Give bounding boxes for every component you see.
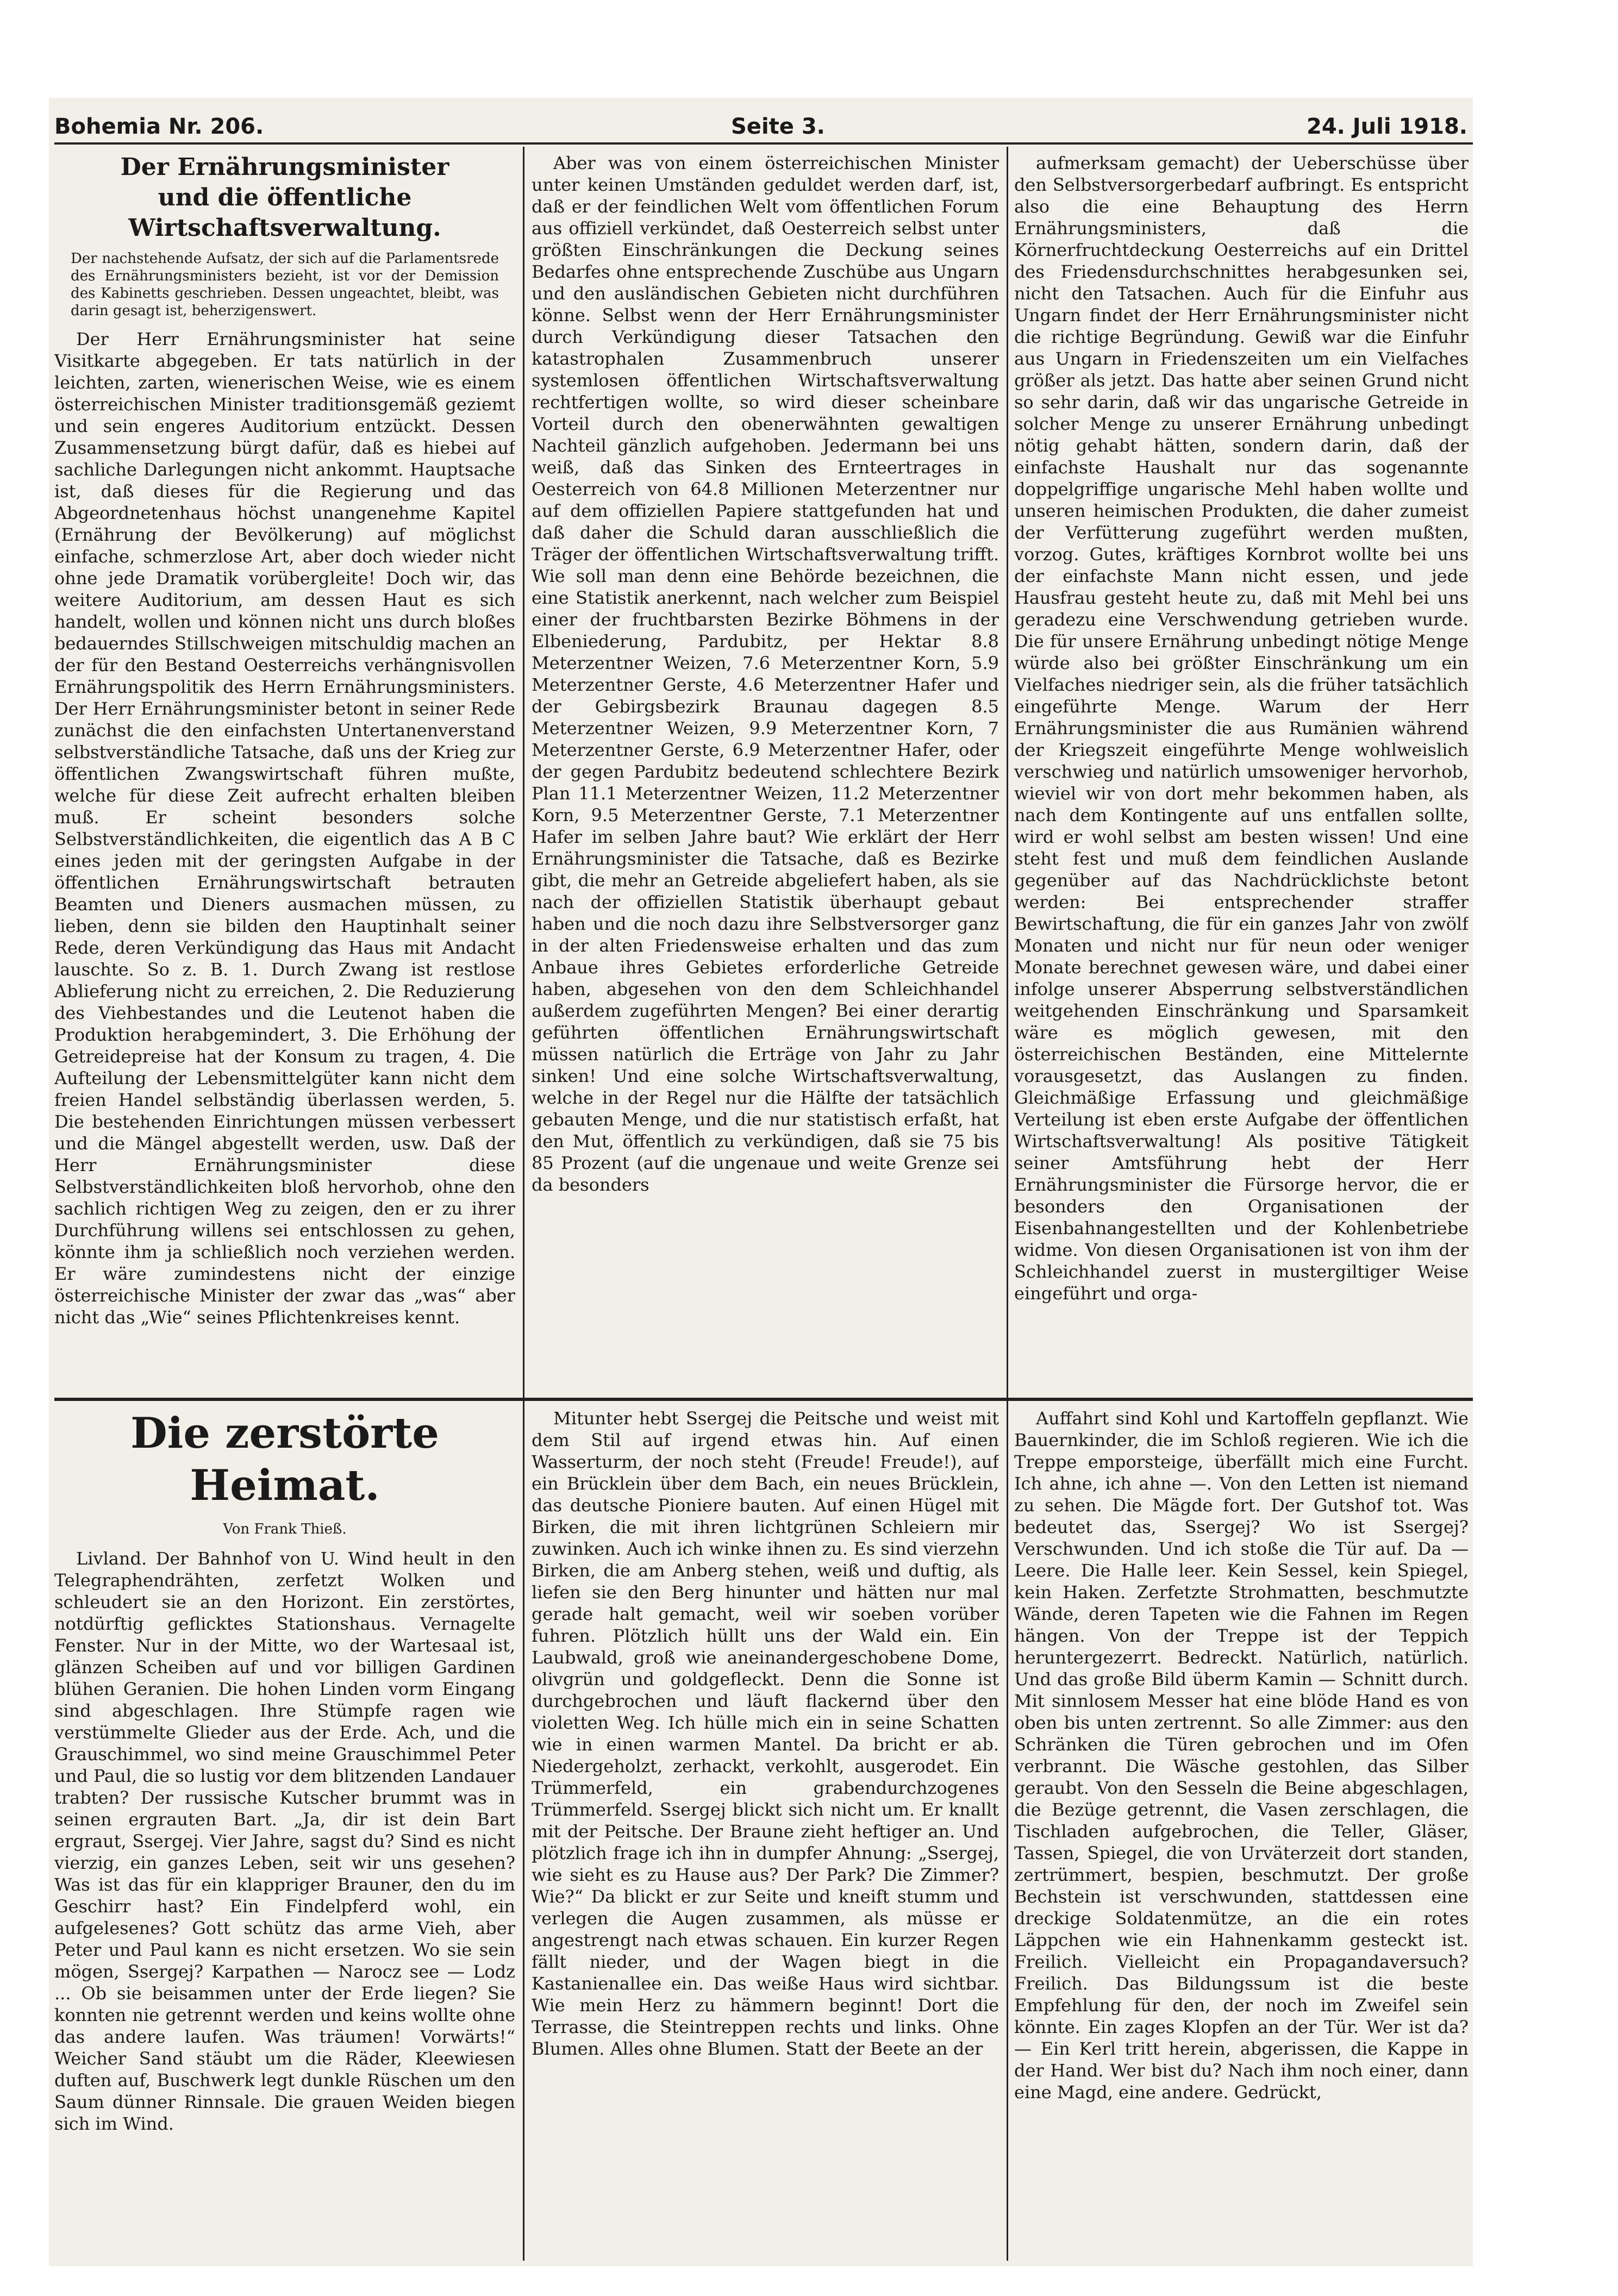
article1-title-line2: und die öffentliche Wirtschaftsverwaltung. — [128, 184, 441, 242]
article2-title: Die zerstörte Heimat. — [130, 1409, 439, 1510]
article1-column-3 — [1014, 152, 1469, 1391]
article1-text-col2: Aber was von einem österreichischen Minister unter keinen Umständen geduldet werden darf, ist, daß er der feindlichen Welt vom öffentlichen Forum aus offiziell verkündet, daß Oesterreich selbst unter größten Einschränkungen die Deckung seines Bedarfes ohne entsprechende Zuschübe aus Ungarn und den ausländischen Gebieten nicht durchführen könne. Selbst wenn der Herr Ernährungsminister durch Verkündigung dieser Tatsachen den katastrophalen Zusammenbruch unserer systemlosen öffentlichen Wirtschaftsverwaltung rechtfertigen wollte, so wird dieser scheinbare Vorteil durch den obenerwähnten gewaltigen Nachteil gänzlich aufgehoben. Jedermann bei uns weiß, daß das Sinken des Ernteertrages in Oesterreich von 64.8 Millionen Meterzentner nur auf dem offiziellen Papiere stattgefunden hat und daß daher die Schuld daran ausschließlich die Träger der öffentlichen Wirtschaftsverwaltung trifft. Wie soll man denn eine Behörde bezeichnen, die eine Statistik anerkennt, nach welcher zum Beispiel einer der fruchtbarsten Bezirke Böhmens in der Elbeniederung, Pardubitz, per Hektar 8.8 Meterzentner Weizen, 7.6 Meterzentner Korn, 5.9 Meterzentner Gerste, 4.6 Meterzentner Hafer und der Gebirgsbezirk Braunau dagegen 8.5 Meterzentner Weizen, 9.9 Meterzentner Korn, 7 Meterzentner Gerste, 6.9 Meterzentner Hafer, oder der gegen Pardubitz bedeutend schlechtere Bezirk Plan 11.1 Meterzentner Weizen, 11.2 Meterzentner Korn, 9.5 Meterzentner Gerste, 7.1 Meterzentner Hafer im selben Jahre baut? Wie erklärt der Herr Ernährungsminister die Tatsache, daß es Bezirke gibt, die mehr an Getreide abgeliefert haben, als sie nach der offiziellen Statistik überhaupt gebaut haben und die noch dazu ihre Selbstversorger ganz in der alten Friedensweise erhalten und das zum Anbaue ihres Gebietes erforderliche Getreide haben, abgesehen von den dem Schleichhandel außerdem zugeführten Mengen? Bei einer derartig geführten öffentlichen Ernährungswirtschaft müssen natürlich die Erträge von Jahr zu Jahr sinken! Und eine solche Wirtschaftsverwaltung, welche in der Regel nur die Hälfte der tatsächlich gebauten Menge, und die nur statistisch erfaßt, hat den Mut, öffentlich zu verkündigen, daß sie 75 bis 85 Prozent (auf die ungenaue und weite Grenze sei da besonders — [532, 153, 999, 1195]
article2-column-1 — [54, 1407, 515, 2272]
article1-column-2 — [532, 152, 999, 1391]
page-header — [54, 109, 1467, 152]
article2-column-3 — [1014, 1407, 1469, 2272]
article2-text-col1: Livland. Der Bahnhof von U. Wind heult in den Telegraphendrähten, zerfetzt Wolken und schleudert sie an den Horizont. Ein zerstörtes, notdürftig geflicktes Stationshaus. Vernagelte Fenster. Nur in der Mitte, wo der Wartesaal ist, glänzen Scheiben auf und vor billigen Gardinen blühen Geranien. Die hohen Linden vorm Eingang sind abgeschlagen. Ihre Stümpfe ragen wie verstümmelte Glieder aus der Erde. Ach, und die Grauschimmel, wo sind meine Grauschimmel Peter und Paul, die so lustig vor dem blitzenden Landauer trabten? Der russische Kutscher brummt was in seinen ergrauten Bart. „Ja, dir ist dein Bart ergraut, Ssergej. Vier Jahre, sagst du? Sind es nicht vierzig, ein ganzes Leben, seit wir uns gesehen? Was ist das für ein klappriger Brauner, den du im Geschirr hast? Ein Findelpferd wohl, ein aufgelesenes? Gott schütz das arme Vieh, aber Peter und Paul kann es nicht ersetzen. Wo sie sein mögen, Ssergej? Karpathen — Narocz see — Lodz ... Ob sie beisammen unter der Erde liegen? Sie konnten nie getrennt werden und keins wollte ohne das andere laufen. Was träumen! Vorwärts!“ Weicher Sand stäubt um die Räder, Kleewiesen duften auf, Buschwerk legt dunkle Rüschen um den Saum dünner Rinnsale. Die grauen Weiden biegen sich im Wind. — [54, 1548, 515, 2134]
article2-byline: Von Frank Thieß. — [223, 1521, 347, 1537]
page-number: Seite 3. — [731, 114, 825, 139]
issue-date: 24. Juli 1918. — [1306, 114, 1467, 139]
issue-number: Bohemia Nr. 206. — [54, 114, 264, 139]
article1-text-col3: aufmerksam gemacht) der Ueberschüsse über den Selbstversorgerbedarf aufbringt. Es entspricht also die eine Behauptung des Herrn Ernährungsministers, daß die Körnerfruchtdeckung Oesterreichs auf ein Drittel des Friedensdurchschnittes herabgesunken sei, nicht den Tatsachen. Auch für die Einfuhr aus Ungarn findet der Herr Ernährungsminister nicht die richtige Begründung. Gewiß war die Einfuhr aus Ungarn in Friedenszeiten um ein Vielfaches größer als jetzt. Das hatte aber seinen Grund nicht so sehr darin, daß wir das ungarische Getreide in solcher Menge zu unserer Ernährung unbedingt nötig gehabt hätten, sondern darin, daß der einfachste Haushalt nur das sogenannte doppelgriffige ungarische Mehl haben wollte und unseren heimischen Produkten, die daher zumeist der Verfütterung zugeführt werden mußten, vorzog. Gutes, kräftiges Kornbrot wollte bei uns der einfachste Mann nicht essen, und jede Hausfrau gesteht heute zu, daß mit Mehl bei uns geradezu eine Verschwendung getrieben wurde. Die für unsere Ernährung unbedingt nötige Menge würde also bei größter Einschränkung um ein Vielfaches niedriger sein, als die früher tatsächlich eingeführte Menge. Warum der Herr Ernährungsminister die aus Rumänien während der Kriegszeit eingeführte Menge wohlweislich verschwieg und natürlich umsoweniger hervorhob, wieviel wir von dort mehr bekommen haben, als nach dem Kontingente auf uns entfallen sollte, wird er wohl selbst am besten wissen! Und eine steht fest und muß dem feindlichen Auslande gegenüber auf das Nachdrücklichste betont werden: Bei entsprechender straffer Bewirtschaftung, die für ein ganzes Jahr von zwölf Monaten und nicht nur für neun oder weniger Monate berechnet gewesen wäre, und dabei einer infolge unserer Absperrung selbstverständlichen weitgehenden Einschränkung und Sparsamkeit wäre es möglich gewesen, mit den österreichischen Beständen, eine Mittelernte vorausgesetzt, das Auslangen zu finden. Gleichmäßige Erfassung und gleichmäßige Verteilung ist eben erste Aufgabe der öffentlichen Wirtschaftsverwaltung! Als positive Tätigkeit seiner Amtsführung hebt der Herr Ernährungsminister die Fürsorge hervor, die er besonders den Organisationen der Eisenbahnangestellten und der Kohlenbetriebe widme. Von diesen Organisationen ist von ihm der Schleichhandel zuerst in mustergiltiger Weise eingeführt und orga- — [1014, 153, 1469, 1304]
article1-title — [54, 152, 515, 243]
column-divider — [523, 147, 524, 2261]
article1-column-1 — [54, 152, 515, 1391]
column-divider — [1007, 147, 1008, 2261]
page-margin — [1473, 98, 1618, 2266]
article1-intro: Der nachstehende Aufsatz, der sich auf die Parlamentsrede des Ernährungsministers bezieht, ist vor der Demission des Kabinetts geschrieben. Dessen ungeachtet, bleibt, was darin gesagt ist, beherzigenswert. — [71, 251, 499, 319]
article-divider — [54, 1398, 1473, 1401]
article1-text-col1: Der Herr Ernährungsminister hat seine Visitkarte abgegeben. Er tats natürlich in der leichten, zarten, wienerischen Weise, wie es einem österreichischen Minister traditionsgemäß geziemt und sein engeres Auditorium entzückt. Dessen Zusammensetzung bürgt dafür, daß es hiebei auf sachliche Darlegungen nicht ankommt. Hauptsache ist, daß dieses für die Regierung und das Abgeordnetenhaus höchst unangenehme Kapitel (Ernährung der Bevölkerung) auf möglichst einfache, schmerzlose Art, aber doch wieder nicht ohne jede Dramatik vorübergleite! Doch wir, das weitere Auditorium, am dessen Haut es sich handelt, wollen und können nicht uns durch bloßes bedauerndes Stillschweigen mitschuldig machen an der für den Bestand Oesterreichs verhängnisvollen Ernährungspolitik des Herrn Ernährungsministers. Der Herr Ernährungsminister betont in seiner Rede zunächst die den einfachsten Untertanenverstand selbstverständliche Tatsache, daß uns der Krieg zur öffentlichen Zwangswirtschaft führen mußte, welche für diese Zeit aufrecht erhalten bleiben muß. Er scheint besonders solche Selbstverständlichkeiten, die eigentlich das A B C eines jeden mit der geringsten Aufgabe in der öffentlichen Ernährungswirtschaft betrauten Beamten und Dieners ausmachen müssen, zu lieben, denn sie bilden den Hauptinhalt seiner Rede, deren Verkündigung das Haus mit Andacht lauschte. So z. B. 1. Durch Zwang ist restlose Ablieferung nicht zu erreichen, 2. Die Reduzierung des Viehbestandes und die Leutenot haben die Produktion herabgemindert, 3. Die Erhöhung der Getreidepreise hat der Konsum zu tragen, 4. Die Aufteilung der Lebensmittelgüter kann nicht dem freien Handel selbständig überlassen werden, 5. Die bestehenden Einrichtungen müssen verbessert und die Mängel abgestellt werden, usw. Daß der Herr Ernährungsminister diese Selbstverständlichkeiten bloß hervorhob, ohne den sachlich richtigen Weg zu zeigen, den er zu ihrer Durchführung willens sei entschlossen zu gehen, könnte ihm ja schließlich noch verziehen werden. Er wäre zumindestens nicht der einzige österreichische Minister der zwar das „was“ aber nicht das „Wie“ seines Pflichtenkreises kennt. — [54, 329, 515, 1328]
article1-title-line1: Der Ernährungsminister — [120, 153, 449, 181]
header-rule — [54, 142, 1473, 145]
article2-text-col3: Auffahrt sind Kohl und Kartoffeln gepflanzt. Wie Bauernkinder, die im Schloß regieren. Wie ich die Treppe emporsteige, überfällt mich eine Furcht. Ich ahne, ich ahne —. Von den Letten ist niemand zu sehen. Die Mägde fort. Der Gutshof tot. Was bedeutet das, Ssergej? Wo ist Ssergej? Verschwunden. Und ich stoße die Tür auf. Da — Leere. Die Halle leer. Kein Sessel, kein Spiegel, kein Haken. Zerfetzte Strohmatten, beschmutzte Wände, deren Tapeten wie die Fahnen im Regen hängen. Von der Treppe ist der Teppich heruntergezerrt. Bedreckt. Natürlich, natürlich. Und das große Bild überm Kamin — Schnitt durch. Mit sinnlosem Messer hat eine blöde Hand es von oben bis unten zertrennt. So alle Zimmer: aus den Schränken die Türen gebrochen und im Ofen verbrannt. Die Wäsche gestohlen, das Silber geraubt. Von den Sesseln die Beine abgeschlagen, die Bezüge getrennt, die Vasen zerschlagen, die Tischladen aufgebrochen, die Teller, Gläser, Tassen, Spiegel, die von Urväterzeit dort standen, zertrümmert, bespien, beschmutzt. Der große Bechstein ist verschwunden, stattdessen eine dreckige Soldatenmütze, an die ein rotes Läppchen wie ein Hahnenkamm gesteckt ist. Freilich. Vielleicht ein Propagandaversuch? Freilich. Das Bildungssum ist die beste Empfehlung für den, der noch im Zweifel sein könnte. Ein zages Klopfen an der Tür. Wer ist da? — Ein Kerl tritt herein, abgerissen, die Kappe in der Hand. Wer bist du? Nach ihm noch einer, dann eine Magd, eine andere. Gedrückt, — [1014, 1408, 1469, 2103]
article2-column-2 — [532, 1407, 999, 2272]
article2-text-col2: Mitunter hebt Ssergej die Peitsche und weist mit dem Stil auf irgend etwas hin. Auf einen Wasserturm, der noch steht (Freude! Freude!), auf ein Brücklein über dem Bach, ein neues Brücklein, das deutsche Pioniere bauten. Auf einen Hügel mit Birken, die mit ihren lichtgrünen Schleiern mir zuwinken. Auch ich winke ihnen zu. Es sind vierzehn Birken, die am Anberg stehen, weiß und duftig, als liefen sie den Berg hinunter und hätten nur mal gerade halt gemacht, weil wir soeben vorüber fuhren. Plötzlich hüllt uns der Wald ein. Ein Laubwald, groß wie aneinandergeschobene Dome, olivgrün und goldgefleckt. Denn die Sonne ist durchgebrochen und läuft flackernd über den violetten Weg. Ich hülle mich ein in seine Schatten wie in einen warmen Mantel. Da bricht er ab. Niedergeholzt, zerhackt, verkohlt, ausgerodet. Ein Trümmerfeld, ein grabendurchzogenes Trümmerfeld. Ssergej blickt sich nicht um. Er knallt mit der Peitsche. Der Braune zieht heftiger an. Und plötzlich frage ich ihn in dumpfer Ahnung: „Ssergej, wie sieht es zu Hause aus? Der Park? Die Zimmer? Wie?“ Da blickt er zur Seite und kneift stumm und verlegen die Augen zusammen, als müsse er angestrengt nach etwas schauen. Ein kurzer Regen fällt nieder, und der Wagen biegt in die Kastanienallee ein. Das weiße Haus wird sichtbar. Wie mein Herz zu hämmern beginnt! Dort die Terrasse, die Steintreppen rechts und links. Ohne Blumen. Alles ohne Blumen. Statt der Beete an der — [532, 1408, 999, 2059]
